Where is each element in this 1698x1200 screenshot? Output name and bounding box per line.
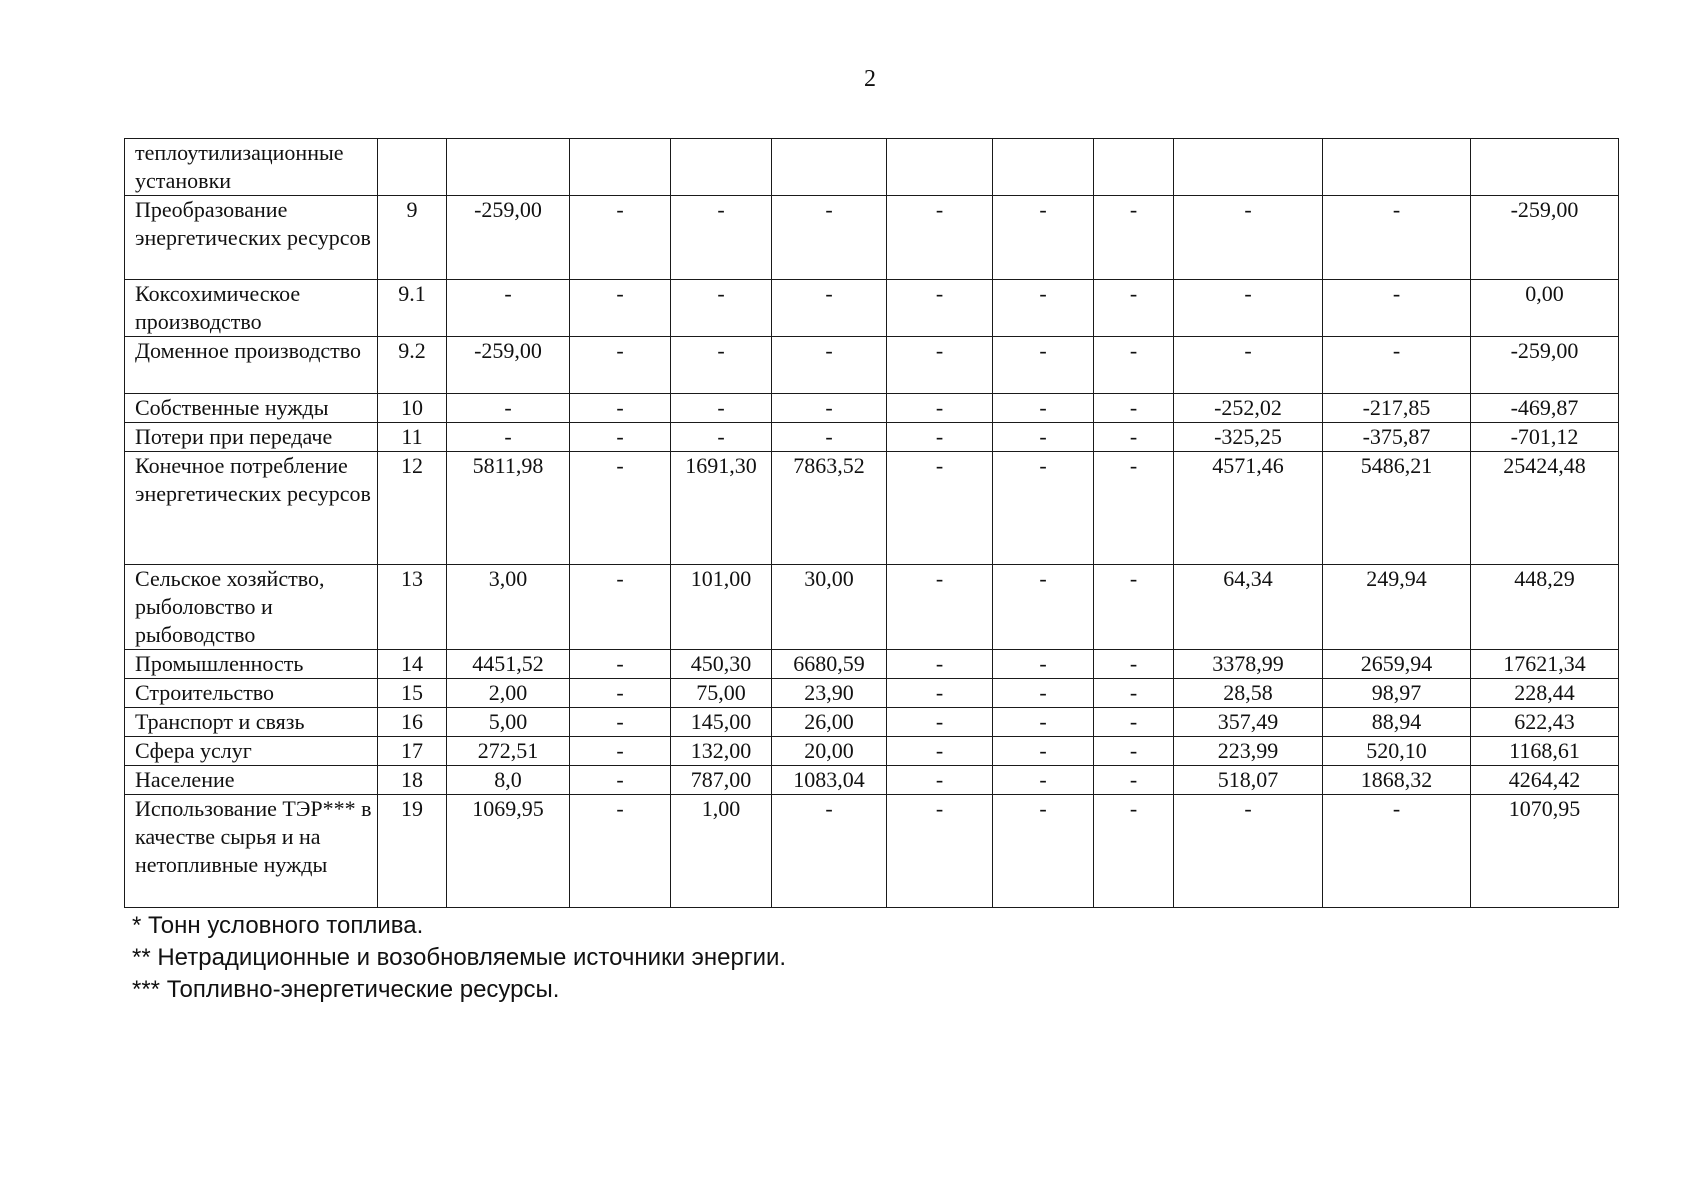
value-cell: 145,00 <box>671 708 772 737</box>
table-row <box>125 679 1619 708</box>
value-cell: 75,00 <box>671 679 772 708</box>
value-cell: - <box>1323 795 1471 908</box>
value-cell: 20,00 <box>772 737 887 766</box>
value-cell <box>1471 139 1619 196</box>
table-row <box>125 795 1619 908</box>
value-cell: 4264,42 <box>1471 766 1619 795</box>
value-cell: - <box>887 423 993 452</box>
value-cell: - <box>772 795 887 908</box>
value-cell: - <box>671 394 772 423</box>
value-cell: 2659,94 <box>1323 650 1471 679</box>
value-cell: 28,58 <box>1174 679 1323 708</box>
value-cell: - <box>887 650 993 679</box>
value-cell: 223,99 <box>1174 737 1323 766</box>
value-cell: - <box>570 423 671 452</box>
footnote-fuel-energy-resources: *** Топливно-энергетические ресурсы. <box>132 976 560 1003</box>
value-cell: 98,97 <box>1323 679 1471 708</box>
value-cell: -259,00 <box>1471 337 1619 394</box>
value-cell: - <box>570 708 671 737</box>
value-cell: 101,00 <box>671 565 772 650</box>
value-cell: - <box>447 280 570 337</box>
row-label-cell: Доменное производство <box>125 337 378 394</box>
value-cell <box>671 139 772 196</box>
table-row <box>125 565 1619 650</box>
value-cell: 520,10 <box>1323 737 1471 766</box>
value-cell: 249,94 <box>1323 565 1471 650</box>
value-cell: - <box>993 795 1094 908</box>
row-label-cell: Сфера услуг <box>125 737 378 766</box>
table-row <box>125 708 1619 737</box>
value-cell: 272,51 <box>447 737 570 766</box>
row-label-cell: Транспорт и связь <box>125 708 378 737</box>
table-row <box>125 139 1619 196</box>
footnotes <box>132 910 786 1006</box>
value-cell: - <box>570 795 671 908</box>
row-label-cell: Использование ТЭР*** в качестве сырья и на нетопливные нужды <box>125 795 378 908</box>
value-cell: - <box>570 737 671 766</box>
value-cell: - <box>671 280 772 337</box>
table-row <box>125 337 1619 394</box>
value-cell: - <box>772 423 887 452</box>
value-cell: 1070,95 <box>1471 795 1619 908</box>
value-cell: - <box>1094 708 1174 737</box>
value-cell: 23,90 <box>772 679 887 708</box>
value-cell: 3378,99 <box>1174 650 1323 679</box>
table-row <box>125 650 1619 679</box>
value-cell: - <box>1174 196 1323 280</box>
value-cell: - <box>1094 452 1174 565</box>
value-cell: - <box>1094 337 1174 394</box>
row-code-cell: 9.2 <box>378 337 447 394</box>
value-cell: - <box>1174 795 1323 908</box>
value-cell: - <box>887 280 993 337</box>
value-cell: 0,00 <box>1471 280 1619 337</box>
value-cell: - <box>1094 565 1174 650</box>
value-cell: 5811,98 <box>447 452 570 565</box>
value-cell: - <box>993 766 1094 795</box>
value-cell: - <box>772 280 887 337</box>
value-cell: 4451,52 <box>447 650 570 679</box>
value-cell: 8,0 <box>447 766 570 795</box>
row-label-cell: Население <box>125 766 378 795</box>
value-cell <box>993 139 1094 196</box>
value-cell: 622,43 <box>1471 708 1619 737</box>
value-cell: - <box>1174 280 1323 337</box>
value-cell: - <box>993 708 1094 737</box>
value-cell: 26,00 <box>772 708 887 737</box>
value-cell: 64,34 <box>1174 565 1323 650</box>
value-cell <box>1094 139 1174 196</box>
row-label-cell: Конечное потребление энергетических ресурсов <box>125 452 378 565</box>
value-cell: 448,29 <box>1471 565 1619 650</box>
footnote-renewable-sources: ** Нетрадиционные и возобновляемые источники энергии. <box>132 944 787 971</box>
table-row <box>125 766 1619 795</box>
value-cell: - <box>570 650 671 679</box>
value-cell: - <box>570 766 671 795</box>
value-cell: - <box>887 795 993 908</box>
value-cell: 30,00 <box>772 565 887 650</box>
value-cell: - <box>887 565 993 650</box>
value-cell: - <box>570 452 671 565</box>
table-body <box>125 139 1619 908</box>
value-cell: - <box>570 337 671 394</box>
value-cell: 228,44 <box>1471 679 1619 708</box>
value-cell <box>887 139 993 196</box>
value-cell: - <box>671 423 772 452</box>
table-row <box>125 280 1619 337</box>
row-label-cell: Преобразование энергетических ресурсов <box>125 196 378 280</box>
value-cell: - <box>993 737 1094 766</box>
value-cell: 1069,95 <box>447 795 570 908</box>
value-cell: -701,12 <box>1471 423 1619 452</box>
row-code-cell <box>378 139 447 196</box>
value-cell: 1868,32 <box>1323 766 1471 795</box>
row-label-cell: Собственные нужды <box>125 394 378 423</box>
row-code-cell: 9.1 <box>378 280 447 337</box>
value-cell: - <box>993 196 1094 280</box>
value-cell: - <box>772 337 887 394</box>
value-cell: - <box>887 394 993 423</box>
row-code-cell: 13 <box>378 565 447 650</box>
value-cell: - <box>993 452 1094 565</box>
value-cell: - <box>993 650 1094 679</box>
value-cell: -325,25 <box>1174 423 1323 452</box>
value-cell: - <box>1094 394 1174 423</box>
value-cell: 3,00 <box>447 565 570 650</box>
value-cell: 25424,48 <box>1471 452 1619 565</box>
value-cell: 88,94 <box>1323 708 1471 737</box>
value-cell <box>570 139 671 196</box>
row-code-cell: 12 <box>378 452 447 565</box>
value-cell: - <box>993 679 1094 708</box>
value-cell: 1691,30 <box>671 452 772 565</box>
table-row <box>125 737 1619 766</box>
value-cell: -375,87 <box>1323 423 1471 452</box>
value-cell: 7863,52 <box>772 452 887 565</box>
row-code-cell: 18 <box>378 766 447 795</box>
value-cell: - <box>570 565 671 650</box>
table-row <box>125 196 1619 280</box>
value-cell: -217,85 <box>1323 394 1471 423</box>
page-number: 2 <box>864 66 876 92</box>
value-cell: -259,00 <box>447 337 570 394</box>
value-cell: 357,49 <box>1174 708 1323 737</box>
value-cell: - <box>1094 280 1174 337</box>
value-cell: - <box>772 196 887 280</box>
value-cell: 2,00 <box>447 679 570 708</box>
row-code-cell: 9 <box>378 196 447 280</box>
value-cell: - <box>993 337 1094 394</box>
row-label-cell: Потери при передаче <box>125 423 378 452</box>
value-cell: - <box>887 337 993 394</box>
value-cell: - <box>671 337 772 394</box>
value-cell: -252,02 <box>1174 394 1323 423</box>
row-label-cell: Строительство <box>125 679 378 708</box>
row-label-cell: Сельское хозяйство, рыболовство и рыбоводство <box>125 565 378 650</box>
value-cell: -259,00 <box>447 196 570 280</box>
value-cell: 5486,21 <box>1323 452 1471 565</box>
row-code-cell: 19 <box>378 795 447 908</box>
value-cell: - <box>1174 337 1323 394</box>
row-label-cell: Промышленность <box>125 650 378 679</box>
value-cell: - <box>570 196 671 280</box>
row-code-cell: 17 <box>378 737 447 766</box>
value-cell: - <box>887 737 993 766</box>
value-cell: - <box>993 565 1094 650</box>
value-cell: 787,00 <box>671 766 772 795</box>
value-cell: 518,07 <box>1174 766 1323 795</box>
footnote-conventional-fuel: * Тонн условного топлива. <box>132 912 424 939</box>
value-cell: - <box>1094 423 1174 452</box>
value-cell <box>772 139 887 196</box>
value-cell: - <box>570 679 671 708</box>
value-cell: - <box>1094 737 1174 766</box>
value-cell: - <box>887 766 993 795</box>
value-cell: 5,00 <box>447 708 570 737</box>
value-cell <box>447 139 570 196</box>
row-code-cell: 10 <box>378 394 447 423</box>
value-cell: - <box>887 196 993 280</box>
value-cell: 450,30 <box>671 650 772 679</box>
value-cell: - <box>1094 795 1174 908</box>
value-cell: - <box>570 394 671 423</box>
value-cell: -259,00 <box>1471 196 1619 280</box>
table-row <box>125 452 1619 565</box>
value-cell: 1168,61 <box>1471 737 1619 766</box>
value-cell <box>1174 139 1323 196</box>
value-cell: 1,00 <box>671 795 772 908</box>
value-cell <box>1323 139 1471 196</box>
row-code-cell: 15 <box>378 679 447 708</box>
value-cell: - <box>1094 196 1174 280</box>
energy-balance-table <box>124 138 1619 908</box>
value-cell: - <box>1094 650 1174 679</box>
value-cell: - <box>570 280 671 337</box>
value-cell: - <box>887 679 993 708</box>
value-cell: - <box>1323 196 1471 280</box>
value-cell: - <box>772 394 887 423</box>
value-cell: - <box>1094 679 1174 708</box>
value-cell: 4571,46 <box>1174 452 1323 565</box>
row-code-cell: 14 <box>378 650 447 679</box>
value-cell: 6680,59 <box>772 650 887 679</box>
value-cell: - <box>887 708 993 737</box>
value-cell: 1083,04 <box>772 766 887 795</box>
value-cell: - <box>993 280 1094 337</box>
value-cell: 17621,34 <box>1471 650 1619 679</box>
value-cell: -469,87 <box>1471 394 1619 423</box>
value-cell: 132,00 <box>671 737 772 766</box>
value-cell: - <box>671 196 772 280</box>
value-cell: - <box>887 452 993 565</box>
row-label-cell: теплоутилизационные установки <box>125 139 378 196</box>
value-cell: - <box>993 423 1094 452</box>
value-cell: - <box>1323 280 1471 337</box>
row-code-cell: 11 <box>378 423 447 452</box>
table-row <box>125 423 1619 452</box>
value-cell: - <box>447 423 570 452</box>
value-cell: - <box>447 394 570 423</box>
table-row <box>125 394 1619 423</box>
value-cell: - <box>1094 766 1174 795</box>
row-code-cell: 16 <box>378 708 447 737</box>
value-cell: - <box>993 394 1094 423</box>
value-cell: - <box>1323 337 1471 394</box>
row-label-cell: Коксохимическое производство <box>125 280 378 337</box>
